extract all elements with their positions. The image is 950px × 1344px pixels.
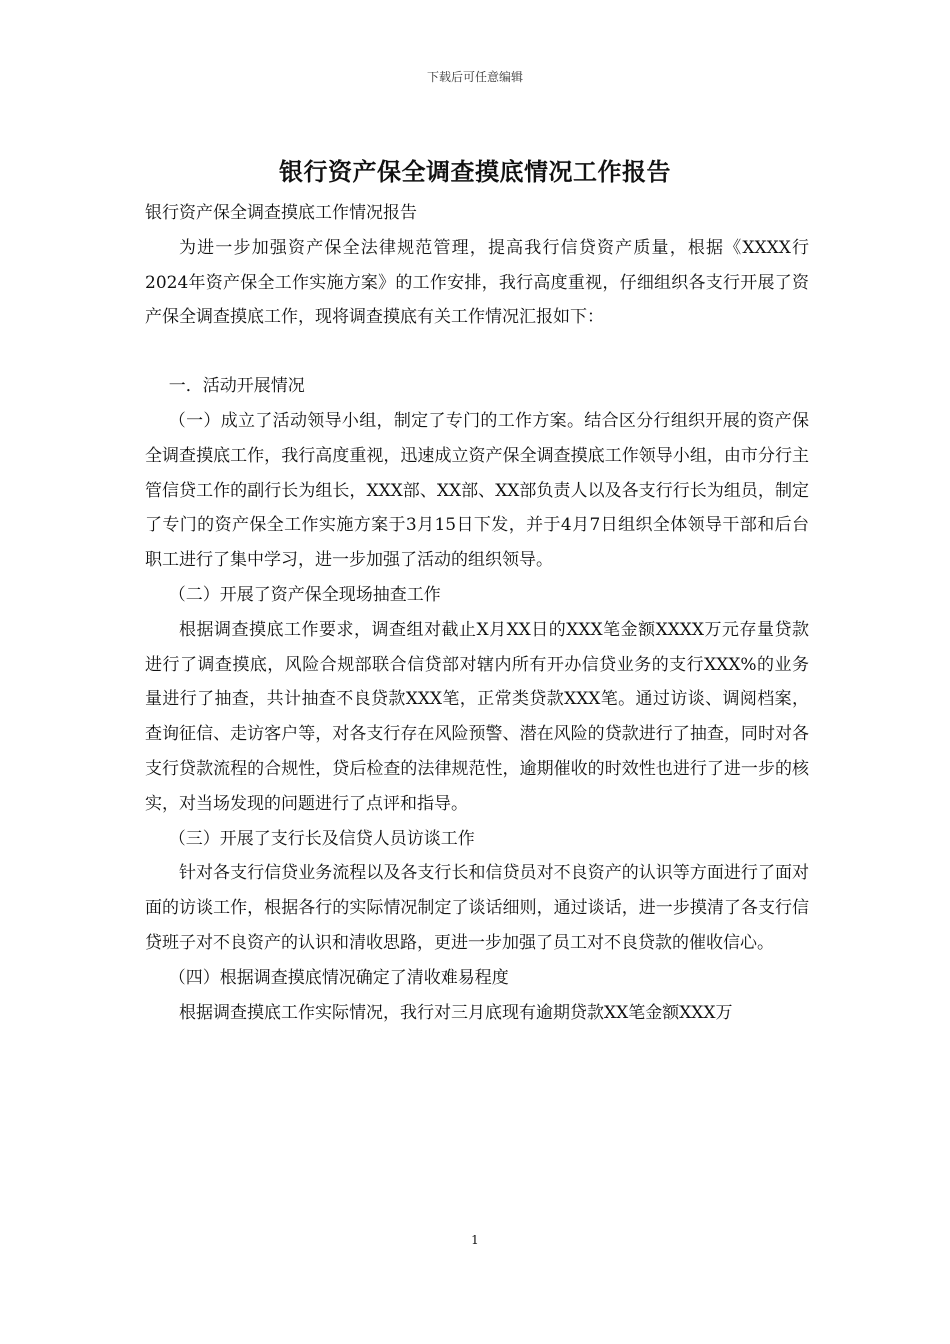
document-body — [145, 196, 809, 1030]
sub1-paragraph: （一）成立了活动领导小组，制定了专门的工作方案。结合区分行组织开展的资产保全调查摸底工作，我行高度重视，迅速成立资产保全调查摸底工作领导小组，由市分行主管信贷工作的副行长为组长，XXX部、XX部、XX部负责人以及各支行行长为组员，制定了专门的资产保全工作实施方案于3月15日下发，并于4月7日组织全体领导干部和后台职工进行了集中学习，进一步加强了活动的组织领导。 — [145, 410, 809, 571]
sub3-paragraph: 针对各支行信贷业务流程以及各支行长和信贷员对不良资产的认识等方面进行了面对面的访谈工作，根据各行的实际情况制定了谈话细则，通过谈话，进一步摸清了各支行信贷班子对不良资产的认识和清收思路，更进一步加强了员工对不良贷款的催收信心。 — [145, 863, 809, 953]
section1-heading: 一．活动开展情况 — [168, 376, 305, 397]
document-title: 银行资产保全调查摸底情况工作报告 — [279, 157, 671, 186]
sub4-paragraph: 根据调查摸底工作实际情况，我行对三月底现有逾期贷款XX笔金额XXX万 — [179, 1002, 733, 1023]
sub2-paragraph: 根据调查摸底工作要求，调查组对截止X月XX日的XXX笔金额XXXX万元存量贷款进行了调查摸底，风险合规部联合信贷部对辖内所有开办信贷业务的支行XXX%的业务量进行了抽查，共计抽查不良贷款XXX笔，正常类贷款XXX笔。通过访谈、调阅档案，查询征信、走访客户等，对各支行存在风险预警、潜在风险的贷款进行了抽查，同时对各支行贷款流程的合规性，贷后检查的法律规范性，逾期催收的时效性也进行了进一步的核实，对当场发现的问题进行了点评和指导。 — [145, 619, 809, 814]
intro-paragraph: 为进一步加强资产保全法律规范管理，提高我行信贷资产质量，根据《XXXX行2024年资产保全工作实施方案》的工作安排，我行高度重视，仔细组织各支行开展了资产保全调查摸底工作，现将调查摸底有关工作情况汇报如下： — [145, 237, 809, 328]
sub4-heading: （四）根据调查摸底情况确定了清收难易程度 — [168, 967, 509, 988]
page-number: 1 — [471, 1233, 479, 1247]
document-subtitle: 银行资产保全调查摸底工作情况报告 — [145, 203, 417, 223]
sub3-heading: （三）开展了支行长及信贷人员访谈工作 — [168, 828, 475, 849]
header-note: 下载后可任意编辑 — [426, 70, 523, 84]
sub2-heading: （二）开展了资产保全现场抽查工作 — [168, 584, 441, 605]
